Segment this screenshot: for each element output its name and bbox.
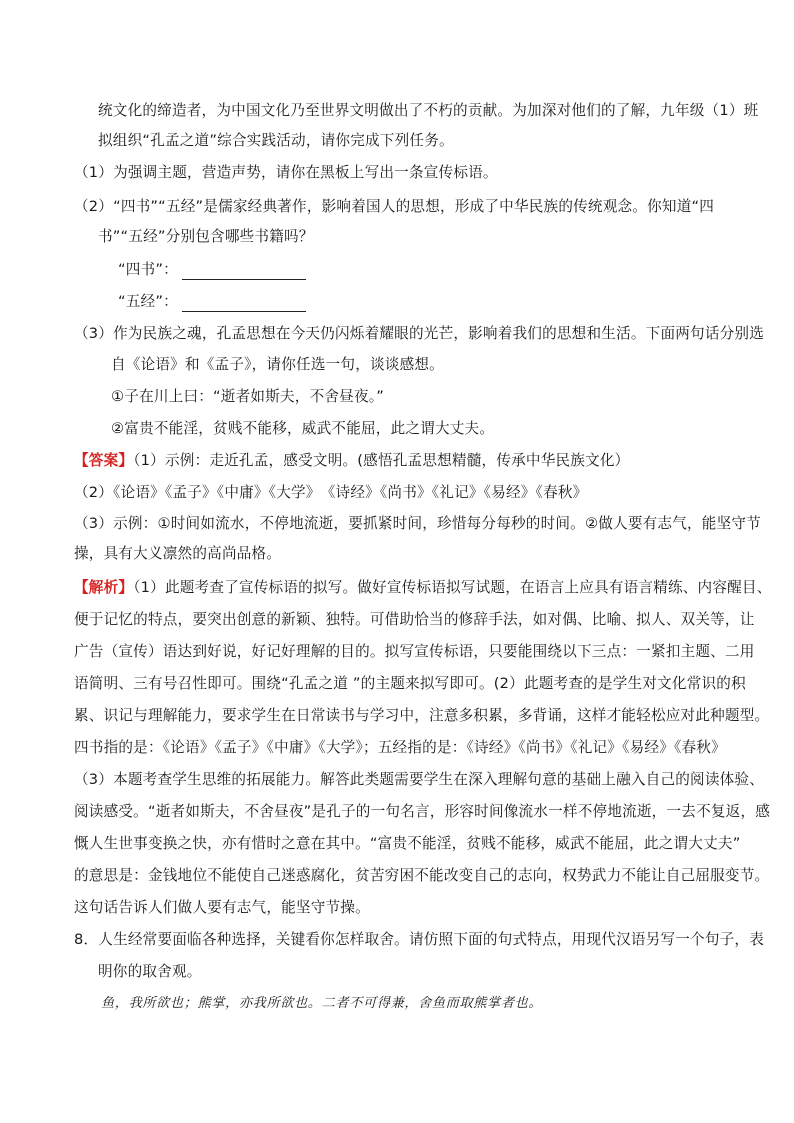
analysis-line-7: （3）本题考查学生思维的拓展能力。解答此类题需要学生在深入理解句意的基础上融入自己的阅读体验、 [74, 771, 765, 788]
analysis-line-11: 这句话告诉人们做人要有志气，能坚守节操。 [74, 899, 370, 916]
analysis-line-3: 广告（宣传）语达到好说，好记好理解的目的。拟写宣传标语，只要能围绕以下三点：一紧扣主题、二用 [74, 643, 755, 660]
question-8-line-1: 8．人生经常要面临各种选择，关键看你怎样取舍。请仿照下面的句式特点，用现代汉语另写一个句子，表 [74, 931, 765, 948]
analysis-line-10: 的意思是：金钱地位不能使自己迷惑腐化，贫苦穷困不能改变自己的志向，权势武力不能让自己屈服变节。 [74, 867, 770, 884]
analysis-line-9: 慨人生世事变换之快，亦有惜时之意在其中。“富贵不能淫，贫贱不能移，威武不能屈，此之谓大丈夫” [74, 835, 741, 852]
answer-tag: 【答案】 [74, 452, 134, 469]
quote-1: ①子在川上曰：“逝者如斯夫，不舍昼夜。” [111, 388, 384, 405]
intro-line-2: 拟组织“孔孟之道”综合实践活动，请你完成下列任务。 [98, 132, 454, 149]
analysis-tag: 【解析】 [74, 579, 134, 596]
analysis-line-4: 语简明、三有号召性即可。围绕“孔孟之道 ”的主题来拟写即可。(2）此题考查的是学生对文化常识的积 [74, 675, 746, 692]
question-2-line-2: 书”“五经”分别包含哪些书籍吗？ [98, 228, 314, 245]
answer-1-text: （1）示例：走近孔孟，感受文明。(感悟孔孟思想精髓，传承中华民族文化） [133, 452, 630, 469]
intro-line-1: 统文化的缔造者，为中国文化乃至世界文明做出了不朽的贡献。为加深对他们的了解，九年级（1）班 [98, 102, 759, 119]
question-1: （1）为强调主题，营造声势，请你在黑板上写出一条宣传标语。 [74, 164, 498, 181]
question-3-line-1: （3）作为民族之魂，孔孟思想在今天仍闪烁着耀眼的光芒，影响着我们的思想和生活。下面两句话分别选 [74, 325, 765, 342]
question-2-line-1: （2）“四书”“五经”是儒家经典著作，影响着国人的思想，形成了中华民族的传统观念。你知道“四 [74, 198, 715, 215]
analysis-line-8: 阅读感受。“逝者如斯夫，不舍昼夜”是孔子的一句名言，形容时间像流水一样不停地流逝，一去不复返，感 [74, 803, 771, 820]
analysis-line-5: 累、识记与理解能力，要求学生在日常读书与学习中，注意多积累，多背诵，这样才能轻松应对此种题型。 [74, 707, 770, 724]
answer-3-line-2: 操，具有大义凛然的高尚品格。 [74, 545, 282, 562]
sample-sentence: 鱼，我所欲也；熊掌，亦我所欲也。二者不可得兼，舍鱼而取熊掌者也。 [101, 996, 543, 1011]
question-8-line-2: 明你的取舍观。 [98, 963, 202, 980]
wujing-label: “五经”： [118, 293, 178, 310]
sishu-answer-line [118, 260, 306, 280]
analysis-line-2: 便于记忆的特点，要突出创意的新颖、独特。可借助恰当的修辞手法，如对偶、比喻、拟人、双关等，让 [74, 611, 755, 628]
sishu-blank[interactable] [182, 264, 306, 280]
question-3-line-2: 自《论语》和《孟子》，请你任选一句，谈谈感想。 [111, 356, 444, 373]
quote-2: ②富贵不能淫，贫贱不能移，威武不能屈，此之谓大丈夫。 [111, 420, 495, 437]
analysis-1-text: （1）此题考查了宣传标语的拟写。做好宣传标语拟写试题，在语言上应具有语言精练、内容醒目、 [133, 579, 772, 596]
sishu-label: “四书”： [118, 261, 178, 278]
analysis-line-1 [74, 578, 772, 598]
analysis-line-6: 四书指的是：《论语》《孟子》《中庸》《大学》；五经指的是：《诗经》《尚书》《礼记》《易经》《春秋》 [74, 739, 726, 756]
answer-3-line-1: （3）示例：①时间如流水，不停地流逝，要抓紧时间，珍惜每分每秒的时间。②做人要有志气，能坚守节 [74, 515, 761, 532]
wujing-answer-line [118, 292, 306, 312]
wujing-blank[interactable] [182, 296, 306, 312]
answer-2: （2）《论语》《孟子》《中庸》《大学》 《诗经》《尚书》《礼记》《易经》《春秋》 [74, 484, 588, 501]
answer-line-1 [74, 451, 629, 471]
